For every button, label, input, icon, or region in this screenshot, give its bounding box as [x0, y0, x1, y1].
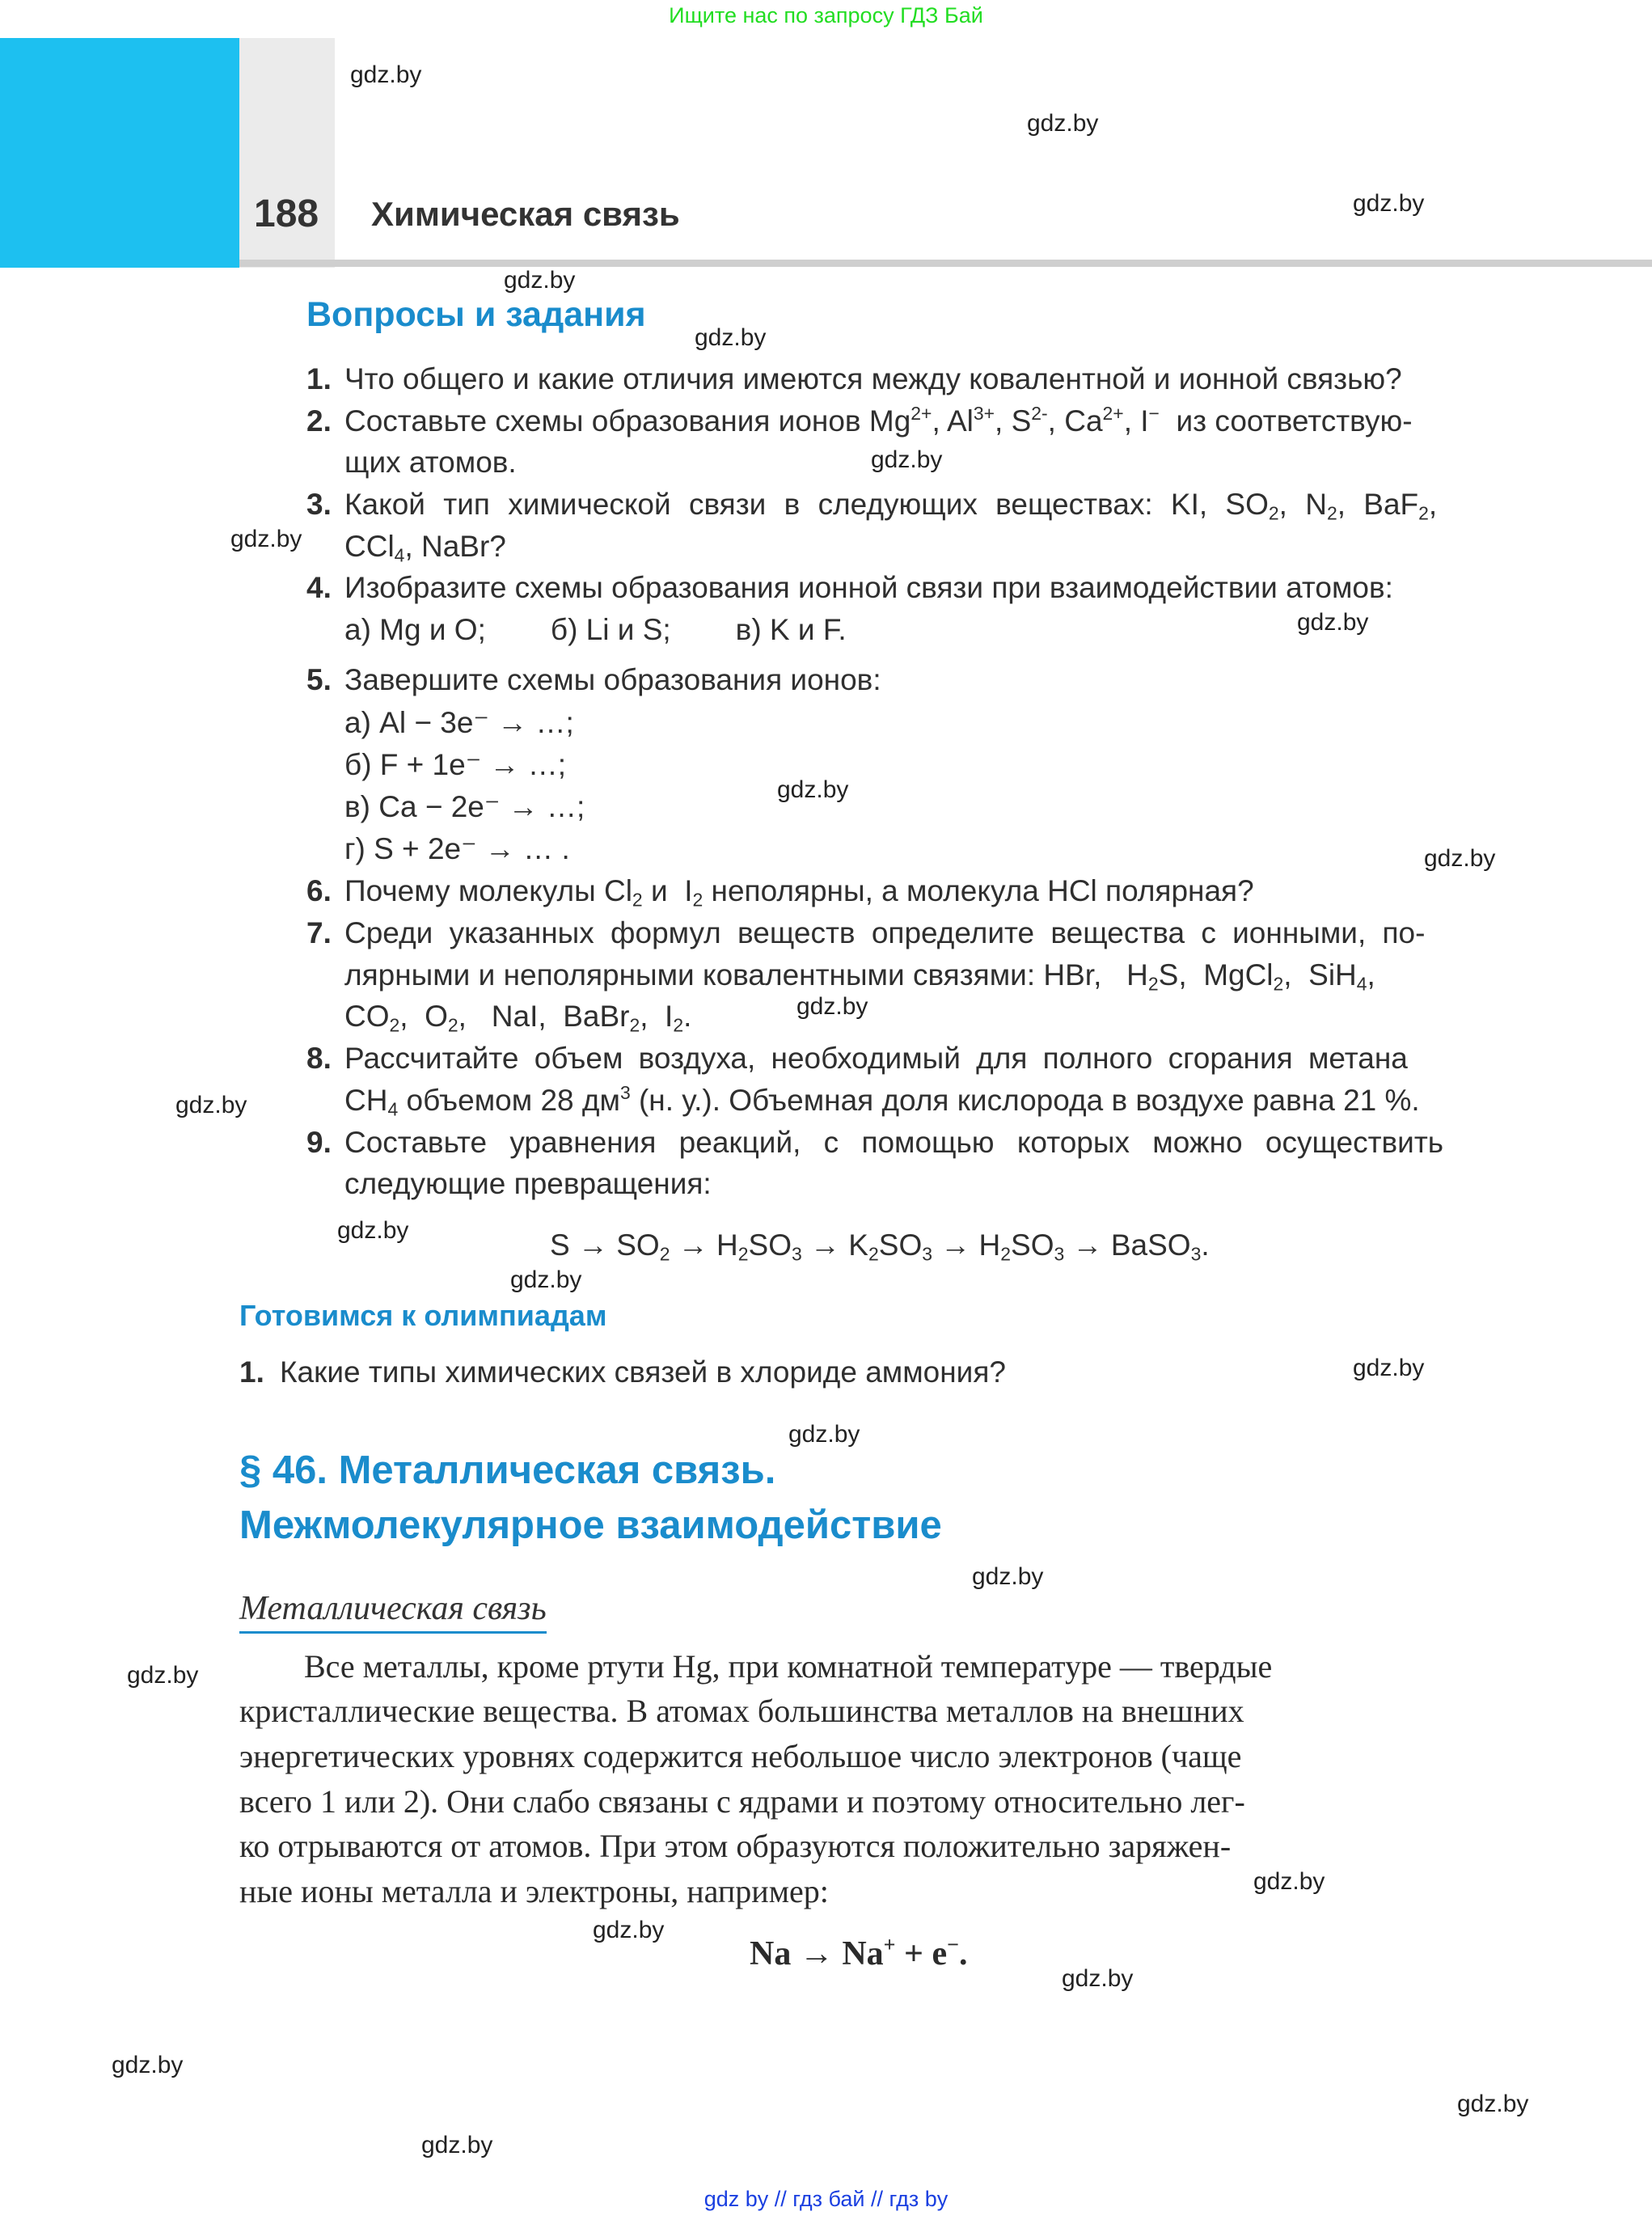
watermark: gdz.by	[871, 446, 943, 473]
question-4: 4. Изобразите схемы образования ионной связи при взаимодействии атомов:	[306, 571, 1393, 604]
question-7-cont2: $CO_2$, $O_2$, NaI, BaBr$_2$, $I_2$.	[344, 1000, 692, 1036]
watermark: gdz.by	[1353, 190, 1425, 217]
watermark: gdz.by	[504, 267, 576, 294]
question-8-cont: $CH_4$ объемом 28 $дм^3$ (н. у.). Объемная доля кислорода в воздухе равна 21 %.	[344, 1081, 1420, 1120]
questions-heading: Вопросы и задания	[306, 295, 646, 334]
watermark: gdz.by	[421, 2132, 493, 2158]
page-number: 188	[254, 192, 319, 235]
body-line: кристаллические вещества. В атомах большинства металлов на внешних	[239, 1693, 1244, 1729]
watermark: gdz.by	[593, 1917, 665, 1943]
watermark: gdz.by	[695, 324, 767, 351]
scheme-d: г) S + 2e⁻ → … .	[344, 832, 570, 865]
body-line: энергетических уровнях содержится небольшое число электронов (чаще	[239, 1738, 1242, 1774]
question-4-options: а) Mg и O; б) Li и S; в) K и F.	[344, 613, 847, 646]
section-title-line2: Межмолекулярное взаимодействие	[239, 1503, 942, 1547]
watermark: gdz.by	[127, 1662, 199, 1689]
watermark: gdz.by	[1457, 2091, 1529, 2117]
body-line: всего 1 или 2). Они слабо связаны с ядрами и поэтому относительно лег-	[239, 1783, 1245, 1820]
running-title: Химическая связь	[371, 195, 680, 233]
body-line: ко отрываются от атомов. При этом образуются положительно заряжен-	[239, 1828, 1232, 1864]
question-3: 3. Какой тип химической связи в следующих веществах: KI, $SO_2$, $N_2$, BaF$_2$,	[306, 488, 1438, 524]
watermark: gdz.by	[1253, 1868, 1325, 1895]
watermark: gdz.by	[796, 993, 868, 1020]
watermark: gdz.by	[175, 1092, 247, 1118]
question-9-cont: следующие превращения:	[344, 1167, 712, 1200]
subheading: Металлическая связь	[239, 1589, 547, 1634]
footer-links: gdz by // гдз бай // гдз by	[703, 2187, 949, 2211]
question-text: Что общего и какие отличия имеются между ковалентной и ионной связью?	[344, 362, 1402, 395]
conversion-chain: $S \to SO_2 \to H_2SO_3 \to K_2SO_3 \to H_2SO_3$ → BaSO$_3$.	[550, 1228, 1210, 1265]
question-7-cont: лярными и неполярными ковалентными связями: HBr, $H_2S$, MgCl$_2$, SiH$_4$,	[344, 958, 1375, 995]
question-8: 8. Рассчитайте объем воздуха, необходимый для полного сгорания метана	[306, 1042, 1408, 1075]
watermark: gdz.by	[1062, 1965, 1134, 1992]
question-3-cont: CCl$_4$, NaBr?	[344, 530, 506, 566]
watermark: gdz.by	[1353, 1355, 1425, 1381]
watermark: gdz.by	[777, 776, 849, 803]
ionization-equation: Na → Na+ + e−.	[750, 1932, 968, 1972]
question-number: 2.	[306, 404, 332, 438]
question-1	[306, 358, 1402, 400]
watermark: gdz.by	[1297, 609, 1369, 636]
watermark: gdz.by	[510, 1266, 582, 1293]
header-accent-block	[0, 38, 239, 268]
question-7: 7. Среди указанных формул веществ определите вещества с ионными, по-	[306, 916, 1426, 949]
section-title-line1: § 46. Металлическая связь.	[239, 1448, 776, 1492]
search-banner: Ищите нас по запросу ГДЗ Бай	[669, 3, 983, 27]
watermark: gdz.by	[350, 61, 422, 88]
scheme-a: а) Al − 3e⁻ → …;	[344, 706, 574, 739]
olympiad-question-1: 1. Какие типы химических связей в хлориде аммония?	[239, 1355, 1006, 1389]
watermark: gdz.by	[112, 2052, 184, 2078]
question-5: 5. Завершите схемы образования ионов:	[306, 663, 881, 696]
question-2-cont: щих атомов.	[344, 446, 517, 479]
watermark: gdz.by	[230, 526, 302, 552]
body-line: ные ионы металла и электроны, например:	[239, 1873, 829, 1909]
question-2: 2. Составьте схемы образования ионов $Mg^{2+}$, $Al^{3+}$, $S^{2-}$, $Ca^{2+}$, I− из соответствую-	[306, 400, 1413, 442]
scheme-b: б) F + 1e⁻ → …;	[344, 748, 567, 781]
question-6: 6. Почему молекулы $Cl_2$ и $I_2$ неполярны, а молекула HCl полярная?	[306, 874, 1254, 911]
watermark: gdz.by	[337, 1217, 409, 1244]
scheme-c: в) Ca − 2e⁻ → …;	[344, 790, 585, 823]
header-rule	[239, 260, 1652, 267]
question-9: 9. Составьте уравнения реакций, с помощью которых можно осуществить	[306, 1126, 1444, 1159]
question-number: 1.	[306, 362, 332, 395]
watermark: gdz.by	[1027, 110, 1099, 137]
watermark: gdz.by	[1424, 845, 1496, 872]
watermark: gdz.by	[972, 1563, 1044, 1590]
olympiad-heading: Готовимся к олимпиадам	[239, 1299, 607, 1332]
body-line: Все металлы, кроме ртути Hg, при комнатной температуре — твердые	[304, 1648, 1273, 1685]
watermark: gdz.by	[788, 1421, 860, 1448]
